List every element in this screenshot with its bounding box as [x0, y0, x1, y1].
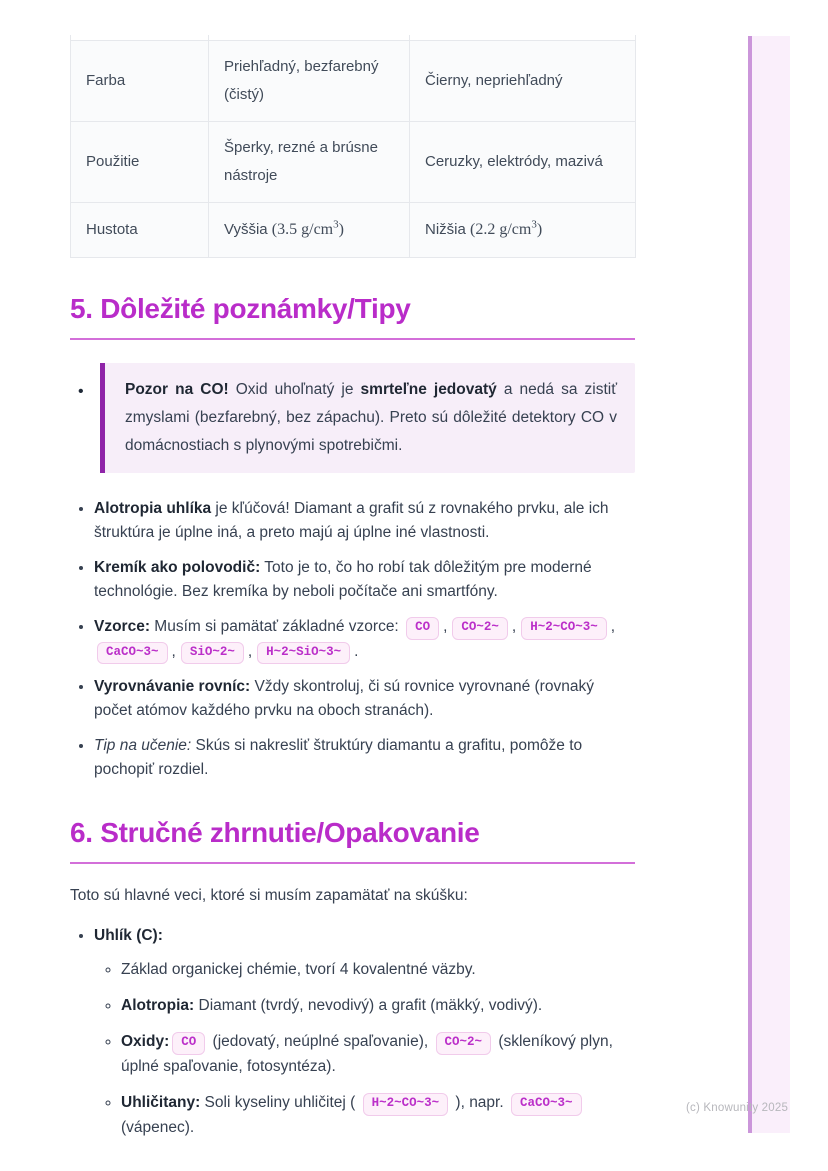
table-cell-property: Použitie: [71, 122, 209, 203]
formula-chip: CO~2~: [436, 1032, 492, 1055]
italic-lead: Tip na učenie:: [94, 737, 192, 755]
sublist-item-uhlicitany: ◦ Uhličitany: Soli kyseliny uhličitej ( H~2~CO~3~ ), napr. CaCO~3~ (vápenec).: [121, 1091, 635, 1140]
list-item-alotropia: • Alotropia uhlíka je kľúčová! Diamant a grafit sú z rovnakého prvku, ale ich štruktúra je úplne iná, a preto majú aj úplne iné vlastnosti.: [94, 497, 635, 545]
warning-callout: [100, 363, 635, 473]
highlight-panel: [752, 36, 790, 1133]
density-prefix: Nižšia: [425, 220, 471, 238]
density-prefix: Vyššia: [224, 220, 272, 238]
table-cell-diamond: [209, 203, 410, 258]
list-item-uhlik: • Uhlík (C): ◦ Základ organickej chémie, tvorí 4 kovalentné väzby. ◦ Alotropia: Diamant (tvrdý, nevodivý) a grafit (mäkký, vodivý). ◦ Oxidy: CO (jedovatý, neúplné spaľovanie), CO~2~ (skleníkový plyn, úplné spaľovanie, fotosyntéza). ◦ Uhličitany: Soli kyseliny uhličitej ( H~2~CO~3~ ), napr. CaCO~3~ (vápenec).: [94, 924, 635, 1139]
highlight-stripe: [748, 36, 752, 1133]
table-cell-property: Farba: [71, 41, 209, 122]
density-value: (3.5 $g/cm^3$): [271, 218, 344, 238]
formula-chip: SiO~2~: [181, 642, 244, 665]
table-cell-graphite: Čierny, nepriehľadný: [410, 41, 636, 122]
document-content: [70, 35, 635, 1152]
table-row-pouzitie: [71, 122, 636, 203]
formula-chip: H~2~SiO~3~: [257, 642, 350, 665]
formula-chip: CaCO~3~: [97, 642, 168, 665]
section-heading-notes: 5. Dôležité poznámky/Tipy: [70, 293, 411, 324]
superscript: 3: [333, 218, 339, 231]
formula-chip: H~2~CO~3~: [521, 617, 607, 640]
formula-chip: H~2~CO~3~: [363, 1093, 449, 1116]
uhlik-sublist: [94, 958, 635, 1139]
callout-list-item: [70, 363, 635, 473]
sublist-item-oxidy: ◦ Oxidy: CO (jedovatý, neúplné spaľovanie), CO~2~ (skleníkový plyn, úplné spaľovanie, fotosyntéza).: [121, 1030, 635, 1079]
list-item-vyrovnavanie: • Vyrovnávanie rovníc: Vždy skontroluj, či sú rovnice vyrovnané (rovnaký počet atómov každého prvku na oboch stranách).: [94, 675, 635, 723]
comparison-table: [70, 35, 636, 258]
heading-divider: [70, 338, 635, 340]
list-item-kremik: • Kremík ako polovodič: Toto je to, čo ho robí tak dôležitým pre moderné technológie. Bez kremíka by neboli počítače ani smartfóny.: [94, 556, 635, 604]
watermark: (c) Knowunity 2025: [686, 1102, 789, 1114]
callout-text: Pozor na CO! Oxid uhoľnatý je smrteľne jedovatý a nedá sa zistiť zmyslami (bezfarebný, bez zápachu). Preto sú dôležité detektory CO v domácnostiach s plynovými spotrebičmi.: [125, 381, 618, 454]
callout-bold: smrteľne jedovatý: [360, 381, 497, 398]
formula-chip: CO~2~: [452, 617, 508, 640]
summary-list: [70, 924, 635, 1139]
callout-bold: Pozor na CO!: [125, 381, 229, 398]
formula-chip: CaCO~3~: [511, 1093, 582, 1116]
sublist-item-alotropia: ◦ Alotropia: Diamant (tvrdý, nevodivý) a grafit (mäkký, vodivý).: [121, 994, 635, 1018]
table-cell-graphite: [410, 203, 636, 258]
table-cell-diamond: Šperky, rezné a brúsne nástroje: [209, 122, 410, 203]
sublist-item-zaklad: ◦ Základ organickej chémie, tvorí 4 kovalentné väzby.: [121, 958, 635, 982]
summary-intro: Toto sú hlavné veci, ktoré si musím zapamätať na skúšku:: [70, 887, 468, 905]
formula-chip: CO: [172, 1032, 205, 1055]
list-item-vzorce: • Vzorce: Musím si pamätať základné vzorce: CO , CO~2~ , H~2~CO~3~ ,CaCO~3~ , SiO~2~ , H~2~SiO~3~ .: [94, 615, 635, 664]
heading-divider: [70, 862, 635, 864]
table-cell-graphite: Ceruzky, elektródy, mazivá: [410, 122, 636, 203]
notes-list: [70, 497, 635, 782]
table-row-farba: [71, 41, 636, 122]
table-row-hustota: [71, 203, 636, 258]
bullet-marker: [78, 383, 84, 401]
list-item-tip: • Tip na učenie: Skús si nakresliť štruktúry diamantu a grafitu, pomôže to pochopiť rozdiel.: [94, 734, 635, 782]
table-cell-property: Hustota: [71, 203, 209, 258]
section-heading-summary: 6. Stručné zhrnutie/Opakovanie: [70, 817, 480, 849]
formula-chip: CO: [406, 617, 439, 640]
superscript: 3: [531, 218, 537, 231]
density-value: (2.2 $g/cm^3$): [470, 218, 543, 238]
table-cell-diamond: Priehľadný, bezfarebný (čistý): [209, 41, 410, 122]
